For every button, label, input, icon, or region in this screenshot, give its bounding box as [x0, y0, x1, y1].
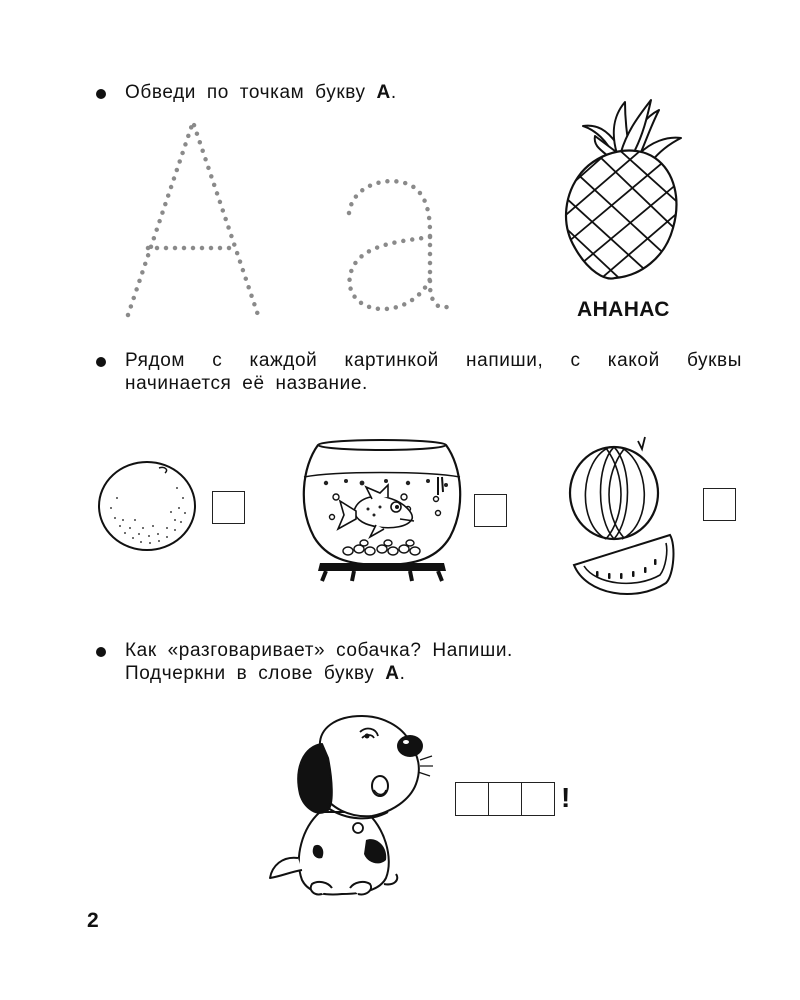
pineapple-caption: АНАНАС — [577, 298, 670, 321]
answer-box-orange[interactable] — [212, 491, 245, 524]
task-1-period: . — [390, 82, 397, 103]
answer-cell-2[interactable] — [488, 782, 522, 816]
orange-icon — [95, 458, 205, 554]
task-1-text: Обведи по точкам букву — [125, 82, 377, 103]
task-3-period: . — [399, 663, 406, 684]
task-2-instruction — [96, 349, 742, 395]
bullet-icon — [96, 647, 106, 657]
task-3-line-1: Как «разговаривает» собачка? Напиши. — [125, 640, 513, 661]
watermelon-icon — [566, 435, 686, 600]
answer-cell-3[interactable] — [521, 782, 555, 816]
task-2-line-1: Рядом с каждой картинкой напиши, с какой буквы — [125, 350, 742, 371]
dotted-lowercase-a-tracing[interactable] — [335, 175, 465, 325]
answer-box-aquarium[interactable] — [474, 494, 507, 527]
answer-box-watermelon[interactable] — [703, 488, 736, 521]
dotted-uppercase-a-tracing[interactable] — [110, 110, 280, 330]
task-1-instruction — [96, 81, 456, 104]
task-3-line-2: Подчеркни в слове букву — [125, 663, 386, 684]
task-3-letter: А — [385, 663, 400, 684]
exclamation-mark: ! — [561, 782, 571, 813]
bullet-icon — [96, 357, 106, 367]
task-3-instruction — [96, 639, 596, 685]
page-number: 2 — [87, 909, 99, 932]
dog-icon — [262, 708, 442, 898]
task-2-line-2: начинается её название. — [125, 373, 368, 394]
pineapple-icon — [555, 88, 695, 288]
task-1-letter: А — [376, 82, 391, 103]
dog-answer-cells — [455, 782, 557, 816]
answer-cell-1[interactable] — [455, 782, 489, 816]
aquarium-icon — [296, 437, 468, 582]
bullet-icon — [96, 89, 106, 99]
